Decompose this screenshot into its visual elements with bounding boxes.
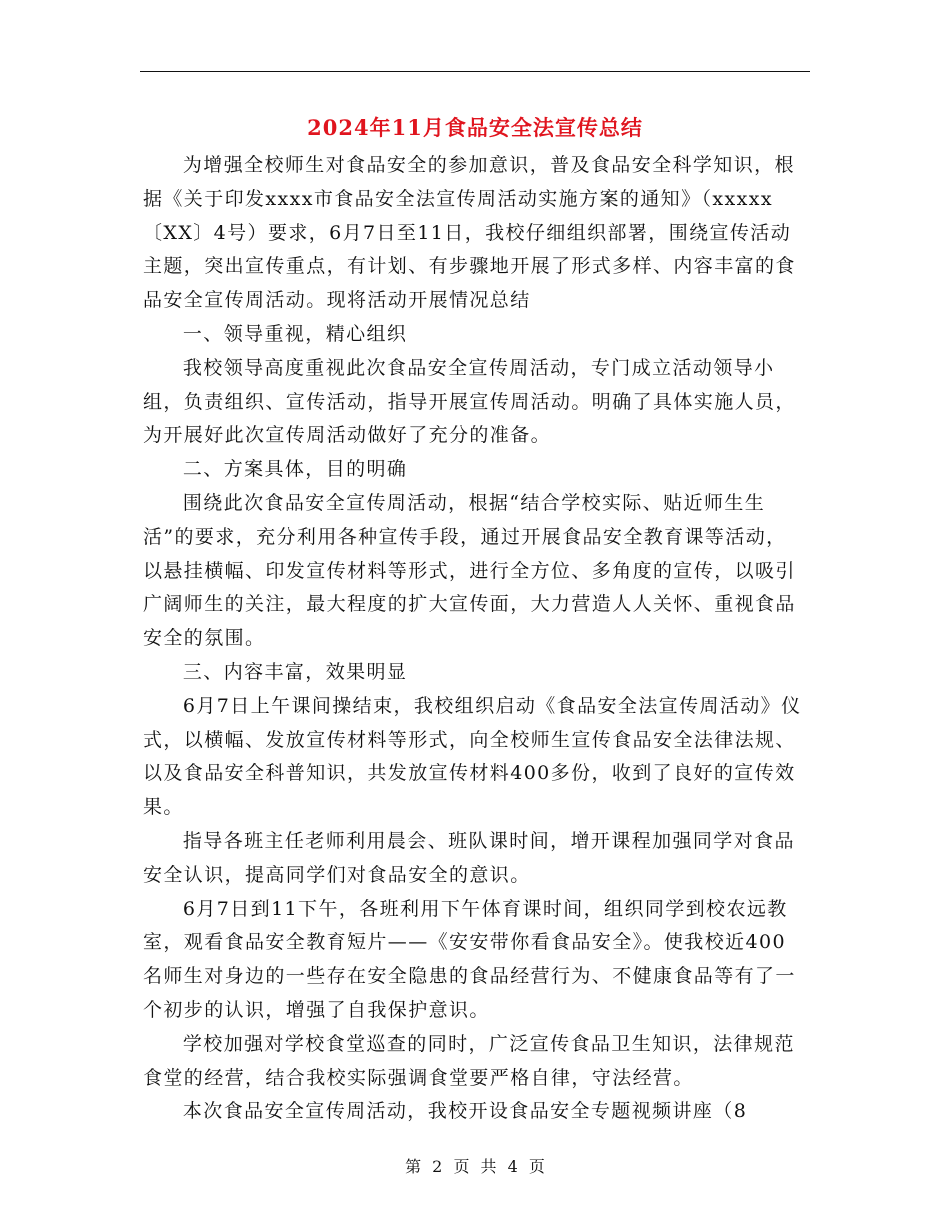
paragraph: 本次食品安全宣传周活动，我校开设食品安全专题视频讲座（8 xyxy=(182,1100,748,1123)
section-heading-2: 二、方案具体，目的明确 xyxy=(182,458,408,481)
section-heading-3: 三、内容丰富，效果明显 xyxy=(182,660,408,683)
header-rule xyxy=(140,71,810,72)
document-title: 2024年11月食品安全法宣传总结 xyxy=(307,115,643,140)
paragraph: 6月7日到11下午，各班利用下午体育课时间，组织同学到校农远教室，观看食品安全教育短片——《安安带你看食品安全》。使我校近400名师生对身边的一些存在安全隐患的食品经营行为、不健康食品等有了一个初步的认识，增强了自我保护意识。 xyxy=(143,897,796,1021)
paragraph: 我校领导高度重视此次食品安全宣传周活动，专门成立活动领导小组，负责组织、宣传活动，指导开展宣传周活动。明确了具体实施人员，为开展好此次宣传周活动做好了充分的准备。 xyxy=(143,356,796,447)
page-number: 第 2 页 共 4 页 xyxy=(405,1157,545,1176)
paragraph: 围绕此次食品安全宣传周活动，根据“结合学校实际、贴近师生生活”的要求，充分利用各种宣传手段，通过开展食品安全教育课等活动，以悬挂横幅、印发宣传材料等形式，进行全方位、多角度的宣传，以吸引广阔师生的关注，最大程度的扩大宣传面，大力营造人人关怀、重视食品安全的氛围。 xyxy=(143,491,796,650)
paragraph: 6月7日上午课间操结束，我校组织启动《食品安全法宣传周活动》仪式，以横幅、发放宣传材料等形式，向全校师生宣传食品安全法律法规、以及食品安全科普知识，共发放宣传材料400多份，收到了良好的宣传效果。 xyxy=(143,694,802,819)
paragraph: 指导各班主任老师利用晨会、班队课时间，增开课程加强同学对食品安全认识，提高同学们对食品安全的意识。 xyxy=(143,829,795,886)
document-body xyxy=(143,149,803,1129)
paragraph-intro: 为增强全校师生对食品安全的参加意识，普及食品安全科学知识，根据《关于印发xxxx市食品安全法宣传周活动实施方案的通知》（xxxxx〔XX〕4号）要求，6月7日至11日，我校仔细组织部署，围绕宣传活动主题，突出宣传重点，有计划、有步骤地开展了形式多样、内容丰富的食品安全宣传周活动。现将活动开展情况总结 xyxy=(143,154,796,312)
section-heading-1: 一、领导重视，精心组织 xyxy=(182,322,408,345)
paragraph: 学校加强对学校食堂巡查的同时，广泛宣传食品卫生知识，法律规范食堂的经营，结合我校实际强调食堂要严格自律，守法经营。 xyxy=(143,1032,795,1089)
